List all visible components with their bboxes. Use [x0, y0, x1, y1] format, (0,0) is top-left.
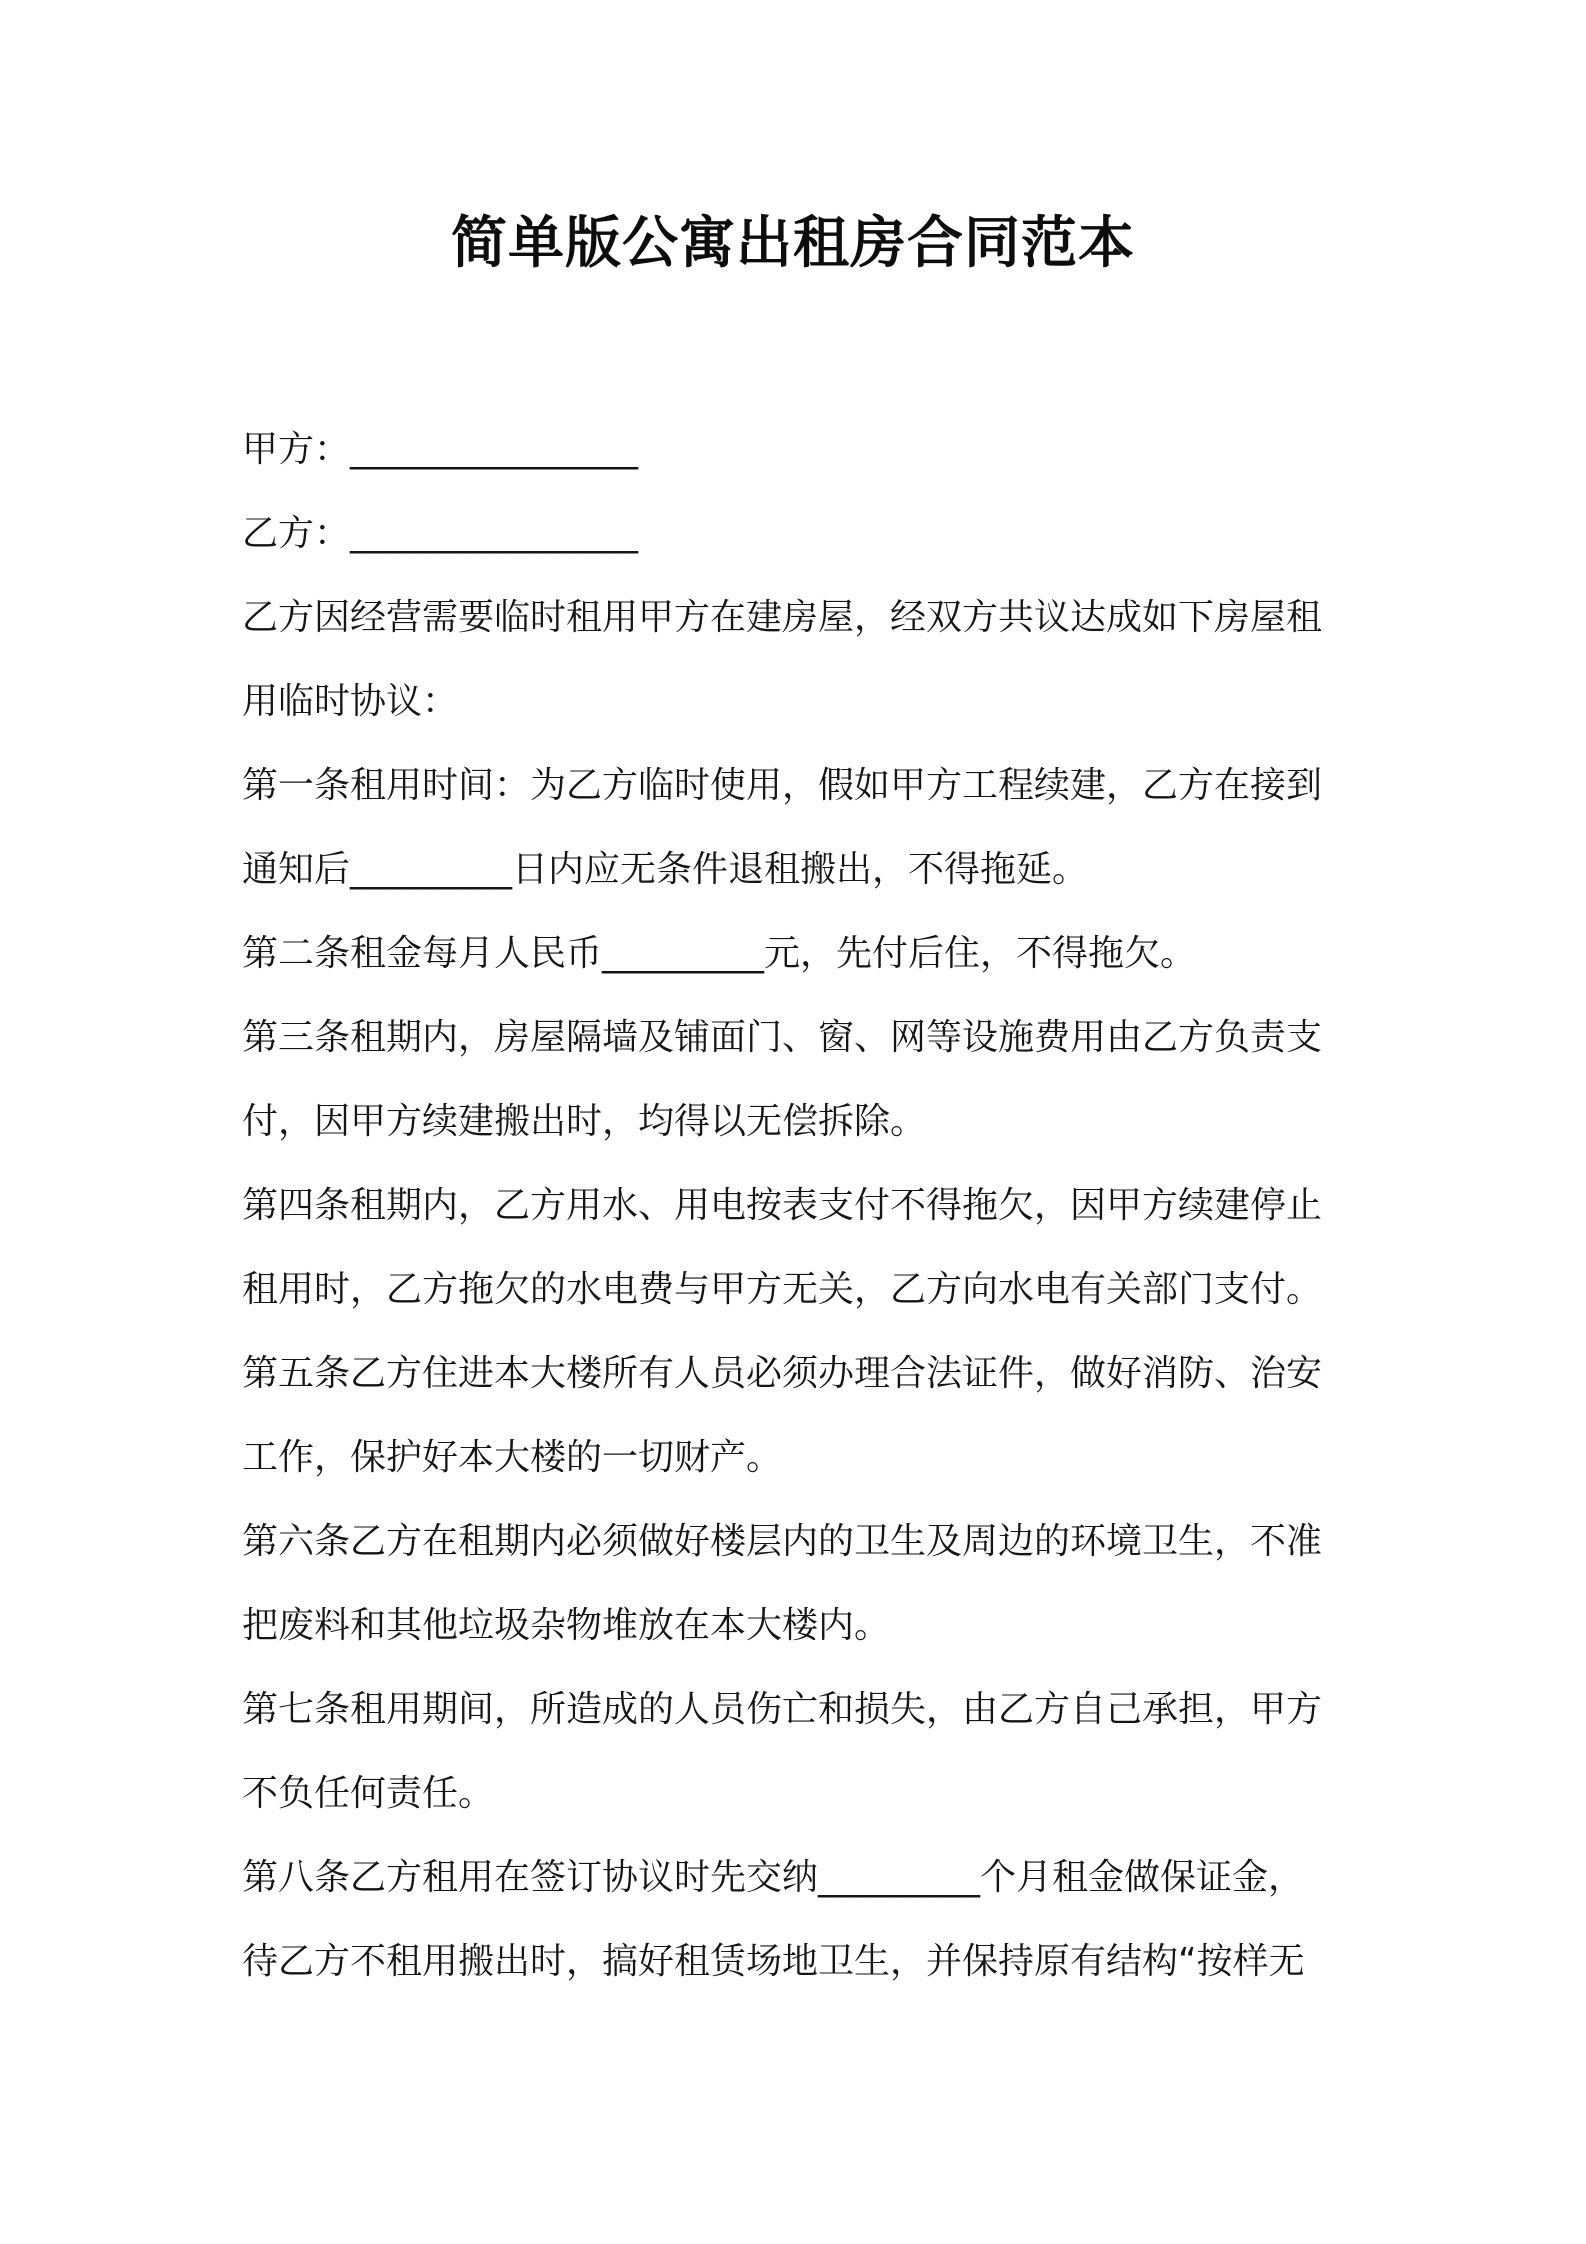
document-title: 简单版公寓出租房合同范本 [451, 211, 1135, 276]
article-5-line: 第五条乙方住进本大楼所有人员必须办理合法证件，做好消防、治安 [242, 1353, 1323, 1394]
article-8-line: 待乙方不租用搬出时，搞好租赁场地卫生，并保持原有结构“按样无 [242, 1941, 1305, 1982]
article-7-line: 不负任何责任。 [242, 1773, 495, 1814]
article-1-line: 通知后_________日内应无条件退租搬出，不得拖延。 [242, 849, 1089, 890]
article-8-line: 第八条乙方租用在签订协议时先交纳_________个月租金做保证金， [242, 1857, 1305, 1898]
article-6-line: 把废料和其他垃圾杂物堆放在本大楼内。 [242, 1605, 891, 1646]
article-4-line: 第四条租期内，乙方用水、用电按表支付不得拖欠，因甲方续建停止 [242, 1185, 1323, 1226]
preamble-line: 乙方因经营需要临时租用甲方在建房屋，经双方共议达成如下房屋租 [242, 597, 1323, 638]
party-a-line: 甲方：________________ [242, 429, 639, 470]
preamble-line: 用临时协议： [242, 681, 459, 722]
article-6-line: 第六条乙方在租期内必须做好楼层内的卫生及周边的环境卫生，不准 [242, 1521, 1323, 1562]
article-7-line: 第七条租用期间，所造成的人员伤亡和损失，由乙方自己承担，甲方 [242, 1689, 1323, 1730]
article-3-line: 第三条租期内，房屋隔墙及铺面门、窗、网等设施费用由乙方负责支 [242, 1017, 1323, 1058]
document-body [242, 408, 1354, 2004]
article-1-line: 第一条租用时间：为乙方临时使用，假如甲方工程续建，乙方在接到 [242, 765, 1323, 806]
article-4-line: 租用时，乙方拖欠的水电费与甲方无关，乙方向水电有关部门支付。 [242, 1269, 1323, 1310]
article-2-line: 第二条租金每月人民币_________元，先付后住，不得拖欠。 [242, 933, 1197, 974]
party-b-line: 乙方：________________ [242, 513, 639, 554]
article-3-line: 付，因甲方续建搬出时，均得以无偿拆除。 [242, 1101, 927, 1142]
article-5-line: 工作，保护好本大楼的一切财产。 [242, 1437, 783, 1478]
